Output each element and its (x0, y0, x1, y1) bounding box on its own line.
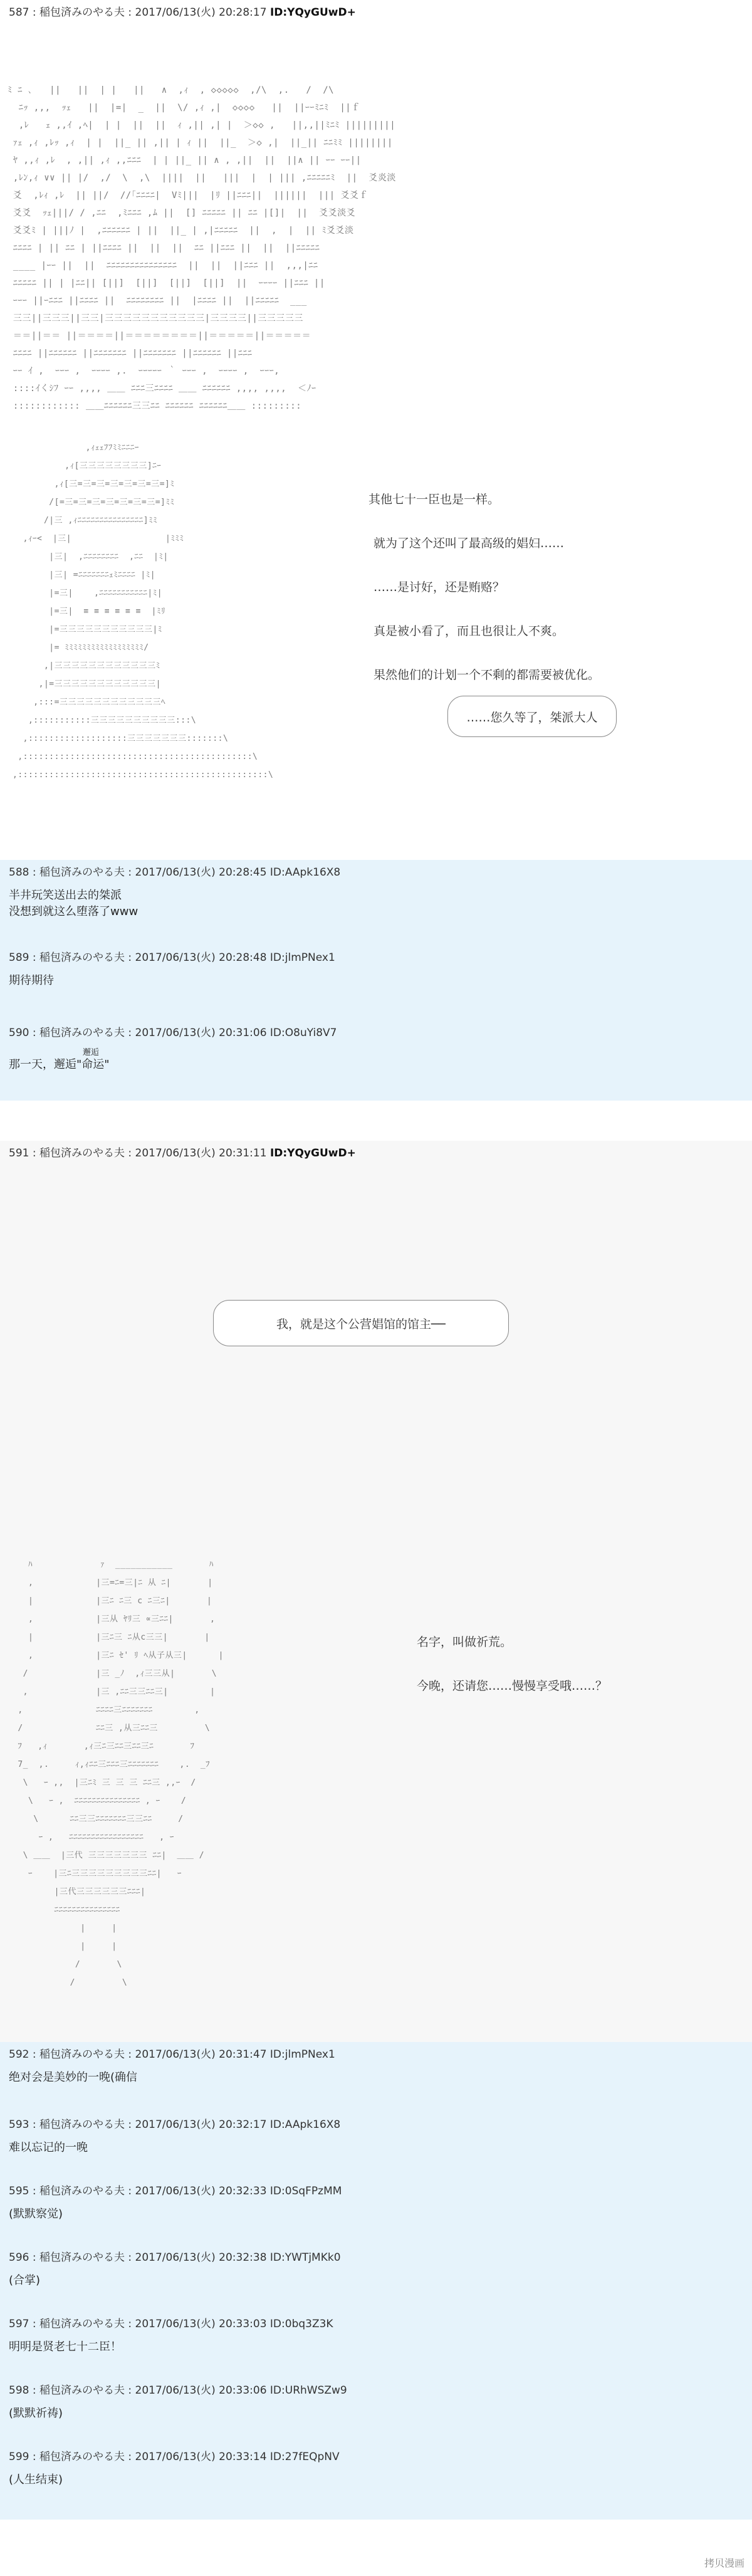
post-body (9, 1040, 743, 1073)
dialogue-line: 今晚，还请您……慢慢享受哦……？ (417, 1679, 608, 1693)
post-597 (0, 2312, 752, 2378)
dialogue-line: 果然他们的计划一个不剩的都需要被优化。 (373, 668, 600, 682)
watermark: 拷贝漫画 (704, 2557, 744, 2569)
post-body (9, 2265, 743, 2289)
post-line: 半井玩笑送出去的桀派 (9, 889, 122, 902)
post-body (9, 2132, 743, 2156)
post-588 (0, 860, 752, 945)
post-body (9, 2464, 743, 2488)
post-line: (默默察觉) (9, 2207, 63, 2221)
dialogue-line: 其他七十一臣也是一样。 (368, 493, 500, 506)
post-header: 599 : 稲包済みのやる夫 : 2017/06/13(火) 20:33:14 ID:27fEQpNV (9, 2451, 340, 2463)
post-header (9, 1141, 743, 1161)
post-body (9, 880, 743, 920)
post-593 (0, 2112, 752, 2179)
post-header: 598 : 稲包済みのやる夫 : 2017/06/13(火) 20:33:06 ID:URhWSZw9 (9, 2384, 347, 2397)
post-595 (0, 2179, 752, 2245)
post-line: 没想到就这么堕落了www (9, 905, 138, 918)
ascii-art-figure: ﾊ ｧ ___________ ﾊ , |三=ﾆ=三|ﾆ 从 ﾆ| | | |三ﾆ ﾆ三 c ﾆ三ﾆ| | , |三从 ﾔﾘ三 ∝三ﾆﾆ| , | |三ﾆ三 ﾆ从c三三| | , |三ﾆ ｾ' ﾘ ﾍ从子从三| | / |三 _ﾉ ,ｨ三三从| \ , |三 ,ﾆﾆ三三ﾆﾆ三| | , ﾆﾆﾆﾆ三ﾆﾆﾆﾆﾆﾆﾆ , / ﾆﾆ三 ,从三ﾆﾆ三 \ ﾌ ,ｨ ,ｨ三ﾆ三ﾆﾆ三ﾆﾆ三ﾆ ﾌ 7_ ,. ｨ,ｨﾆﾆ三ﾆﾆﾆ三ﾆﾆﾆﾆﾆﾆﾆ ,. _ﾌ \ ｰ ,, |三ﾆﾐ 三 三 三 ﾆﾆ三 ,,ｰ / \ ｰ , ﾆﾆﾆﾆﾆﾆﾆﾆﾆﾆﾆﾆﾆﾆﾆ , ｰ / \ ﾆﾆ三三ﾆﾆﾆﾆﾆﾆﾆ三三ﾆﾆ / ｰ , ﾆﾆﾆﾆﾆﾆﾆﾆﾆﾆﾆﾆﾆﾆﾆﾆﾆ , ｰ \ ＿＿ |三代 三三三三三三三 ﾆﾆ| ＿＿ / ｰ |三ﾆ三三三三三三三三三ﾆﾆ| ｰ |三代三三三三三三ﾆﾆﾆ| ﾆﾆﾆﾆﾆﾆﾆﾆﾆﾆﾆﾆﾆﾆﾆ | | | | / \ / \ (18, 1560, 224, 1987)
post-header: 595 : 稲包済みのやる夫 : 2017/06/13(火) 20:32:33 ID:0SqFPzMM (9, 2185, 342, 2197)
post-599 (0, 2444, 752, 2520)
post-header: 597 : 稲包済みのやる夫 : 2017/06/13(火) 20:33:03 ID:0bq3Z3K (9, 2318, 333, 2330)
post-header-text: 591 : 稲包済みのやる夫 : 2017/06/13(火) 20:31:11 (9, 1147, 267, 1160)
poster-id: ID:YQyGUwD+ (269, 6, 356, 19)
post-line: 那一天，邂逅"命运" (9, 1058, 110, 1071)
post-590 (0, 1020, 752, 1101)
post-header: 588 : 稲包済みのやる夫 : 2017/06/13(火) 20:28:45 ID:AApk16X8 (9, 866, 341, 879)
post-589 (0, 945, 752, 1020)
dialogue-line: 名字，叫做祈荒。 (417, 1635, 513, 1649)
post-header: 590 : 稲包済みのやる夫 : 2017/06/13(火) 20:31:06 ID:O8uYi8V7 (9, 1027, 337, 1039)
post-body (9, 2062, 743, 2086)
post-592 (0, 2042, 752, 2112)
post-line: 明明是贤老七十二臣！ (9, 2340, 122, 2353)
post-line: (默默祈祷) (9, 2407, 63, 2420)
poster-id: ID:YQyGUwD+ (269, 1147, 356, 1160)
speech-bubble: ……您久等了，桀派大人 (447, 696, 617, 737)
post-line: 难以忘记的一晚 (9, 2141, 88, 2154)
post-596 (0, 2245, 752, 2312)
dialogue-line: ……是讨好，还是贿赂？ (373, 580, 505, 594)
dialogue-line: 就为了这个还叫了最高级的娼妇…… (373, 537, 565, 550)
furigana: 邂逅 (83, 1048, 100, 1057)
ascii-art-figure: ,ｨｪｪﾌﾌﾐﾐﾆﾆﾆｰ ,ｨ[三三三三三三三三]ﾆｰ ,ｨ[三=三=三=三=三=三=三=]ﾐ /[=三=三=三=三=三=三=三=]ﾐﾐ /|三 ,ｨﾆﾆﾆﾆﾆﾆﾆﾆﾆﾆﾆﾆﾆﾆﾆ]ﾐﾐ ,ｨｰ< |三| |ﾐﾐﾐ |三| ,ﾆﾆﾆﾆﾆﾆﾆﾆ ,ﾆﾆ |ﾐ| |三| =ﾆﾆﾆﾆﾆﾆﾆｪﾐﾆﾆﾆﾆ |ﾐ| |=三| ,ﾆﾆﾆﾆﾆﾆﾆﾆﾆﾆﾆ|ﾐ| |=三| ≡ ≡ ≡ ≡ ≡ ≡ |ﾐﾘ |=三三三三三三三三三三三|ﾐ |= ﾐﾐﾐﾐﾐﾐﾐﾐﾐﾐﾐﾐﾐﾐﾐﾐﾐﾐ/ ,|三三三三三三三三三三三三ﾐ ,|=三三三三三三三三三三三三| ,:::=三三三三三三三三三三三三ﾍ ,:::::::::::三三三三三三三三三三:::\ ,:::::::::::::::::::三三三三三三三:::::::\ ,::::::::::::::::::::::::::::::::::::::::::::\ ,::::::::::::::::::::::::::::::::::::::::::::::::\ (13, 443, 274, 780)
post-header (9, 0, 743, 20)
post-line: 期待期待 (9, 974, 54, 987)
post-header: 596 : 稲包済みのやる夫 : 2017/06/13(火) 20:32:38 ID:YWTjMKk0 (9, 2251, 341, 2264)
post-body (9, 965, 743, 989)
post-body (9, 2398, 743, 2422)
post-header: 593 : 稲包済みのやる夫 : 2017/06/13(火) 20:32:17 ID:AApk16X8 (9, 2118, 341, 2131)
post-body (9, 2332, 743, 2355)
post-header-text: 587 : 稲包済みのやる夫 : 2017/06/13(火) 20:28:17 (9, 6, 267, 19)
dialogue-line: 真是被小看了，而且也很让人不爽。 (373, 624, 565, 638)
post-header: 592 : 稲包済みのやる夫 : 2017/06/13(火) 20:31:47 ID:jlmPNex1 (9, 2048, 335, 2061)
post-header: 589 : 稲包済みのやる夫 : 2017/06/13(火) 20:28:48 ID:jlmPNex1 (9, 951, 335, 964)
speech-bubble: 我，就是这个公营娼馆的馆主── (213, 1300, 509, 1346)
post-line: 绝对会是美妙的一晚(确信 (9, 2071, 138, 2084)
post-line: (人生结束) (9, 2473, 63, 2486)
post-598 (0, 2378, 752, 2444)
ascii-art-castle: ﾐ ﾆ ､ || || | | || ∧ ,ｨ , ◇◇◇◇◇ ,/\ ,. / /\ ﾆｯ ,,, ｯｪ || |=| _ || \/ ,ｨ ,| ◇◇◇◇ || ||ｰｰﾐﾆﾐ ||ｆ ,ﾚ ｪ ,,ｲ ,ﾍ| | | || || ｨ ,|| ,| | ＞◇◇ , ||,,||ﾐﾆﾐ ||||||||| ｧｪ ,ｨ ,ﾚｯ ,ｨ | | ||_ || ,|| | ｨ || ||_ ＞◇ ,| ||_|| ﾆﾆﾐﾐ |||||||| ﾔ ,,ｨ ,ﾚ , ,|| ,ｨ ,,ﾆﾆﾆ | | ||_ || ∧ , ,|| || ||∧ || ｰｰ ｰｰ|| ,ﾚﾝ,ｨ ∨∨ || |/ ,/ \ ,\ |||| || ||| | | ||| ,ﾆﾆﾆﾆﾆﾐ || 爻炎淡 爻 ,ﾚｨ ,ﾚ || ||/ //｢ﾆﾆﾆﾆ| Vﾐ||| |ﾘ ||ﾆﾆﾆ|| |||||| ||| 爻爻ｆ 爻爻 ｯｪ|||/ / ,ﾆﾆ ,ﾐﾆﾆﾆ ,ﾑ || [] ﾆﾆﾆﾆﾆ || ﾆﾆ |[]| || 爻爻淡爻 爻爻ﾐ | |||ﾉ | ,ﾆﾆﾆﾆﾆﾆ | || ||_ | ,|ﾆﾆﾆﾆﾆ || , | || ﾐ爻爻淡 ﾆﾆﾆﾆ | || ﾆﾆ | ||ﾆﾆﾆﾆ || || || ﾆﾆ ||ﾆﾆﾆ || || ||ﾆﾆﾆﾆﾆ ____ |ｰｰ || || ﾆﾆﾆﾆﾆﾆﾆﾆﾆﾆﾆﾆﾆﾆﾆ || || ||ﾆﾆﾆ || ,,,|ﾆﾆ ﾆﾆﾆﾆﾆ || | |ﾆﾆ|| [||] [||] [||] [||] || ｰｰｰｰ ||ﾆﾆﾆ || ｰｰｰ ||ｰﾆﾆﾆ ||ﾆﾆﾆﾆ || ﾆﾆﾆﾆﾆﾆﾆﾆ || |ﾆﾆﾆﾆ || ||ﾆﾆﾆﾆﾆ ___ 三三||三三三||三三|三三三三三三三三三三三|三三三三||三三三三三 ＝＝||＝＝ ||＝＝＝＝||＝＝＝＝＝＝＝＝||＝＝＝＝＝||＝＝＝＝＝ ﾆﾆﾆﾆ ||ﾆﾆﾆﾆﾆﾆ ||ﾆﾆﾆﾆﾆﾆﾆ ||ﾆﾆﾆﾆﾆﾆﾆ ||ﾆﾆﾆﾆﾆﾆ ||ﾆﾆﾆ ｰｰ ｲ , ｰｰｰ , ｰｰｰｰ ,. ｰｰｰｰｰ ｀ ｰｰｰ , ｰｰｰｰ , ｰｰｰ, ::::ｲくｼﾌ ｰｰ ,,,, ＿＿ ﾆﾆﾆ三ﾆﾆﾆﾆ ＿＿ ﾆﾆﾆﾆﾆﾆ ,,,, ,,,, ＜ﾉｰ :::::::::::: ＿＿ﾆﾆﾆﾆﾆﾆ三三ﾆﾆ ﾆﾆﾆﾆﾆﾆ ﾆﾆﾆﾆﾆﾆ＿＿ ::::::::: (8, 85, 396, 411)
post-body (9, 2199, 743, 2223)
post-line: (合掌) (9, 2274, 41, 2287)
